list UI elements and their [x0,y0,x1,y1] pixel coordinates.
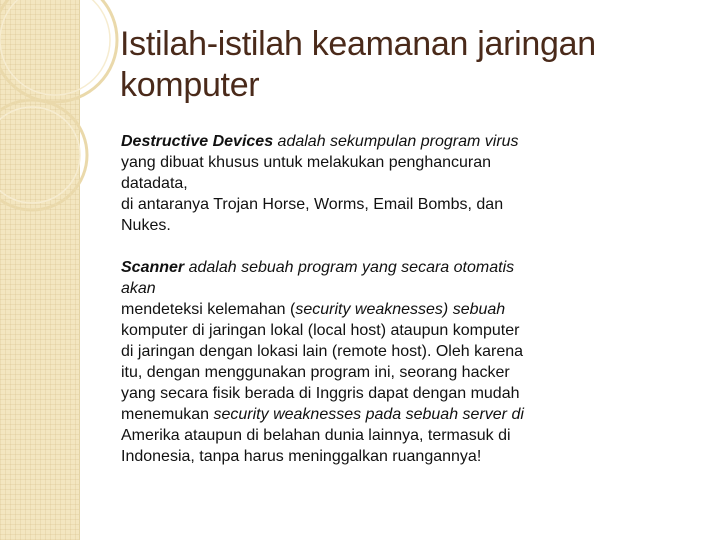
p2-line-7: yang secara fisik berada di Inggris dapat dengan mudah [121,385,520,402]
paragraph-scanner [121,257,591,467]
term-scanner: Scanner [121,259,185,276]
p2-line-9: Amerika ataupun di belahan dunia lainnya, termasuk di [121,427,511,444]
title-line-2: komputer [120,66,260,105]
p1-line-2: yang dibuat khusus untuk melakukan penghancuran [121,154,492,171]
p2-line-1: adalah sebuah program yang secara otomatis [184,259,515,276]
title-line-1: Istilah-istilah keamanan jaringan [120,25,596,63]
p2-line-2: akan [121,280,156,297]
p2-line-8a: menemukan [121,406,214,423]
p2-line-10: Indonesia, tanpa harus meninggalkan ruangannya! [121,448,482,465]
p2-line-5: di jaringan dengan lokasi lain (remote host). Oleh karena [121,343,524,360]
p2-line-3b: security weaknesses) sebuah [295,301,506,318]
decorative-side-band [0,0,80,540]
slide-body [121,131,591,467]
p1-line-4: di antaranya Trojan Horse, Worms, Email Bombs, dan [121,196,504,213]
p2-line-6: itu, dengan menggunakan program ini, seorang hacker [121,364,510,381]
paragraph-destructive-devices [121,131,591,236]
p2-line-3a: mendeteksi kelemahan ( [121,301,296,318]
p2-line-8b: security weaknesses pada sebuah server di [213,406,524,423]
p1-line-5: Nukes. [121,217,171,234]
p1-line-1: adalah sekumpulan program virus [273,133,519,150]
paragraph-spacer [121,236,591,257]
p2-line-4: komputer di jaringan lokal (local host) ataupun komputer [121,322,520,339]
term-destructive-devices: Destructive Devices [121,133,274,150]
p1-line-3: datadata, [121,175,188,192]
slide-title [120,24,700,107]
